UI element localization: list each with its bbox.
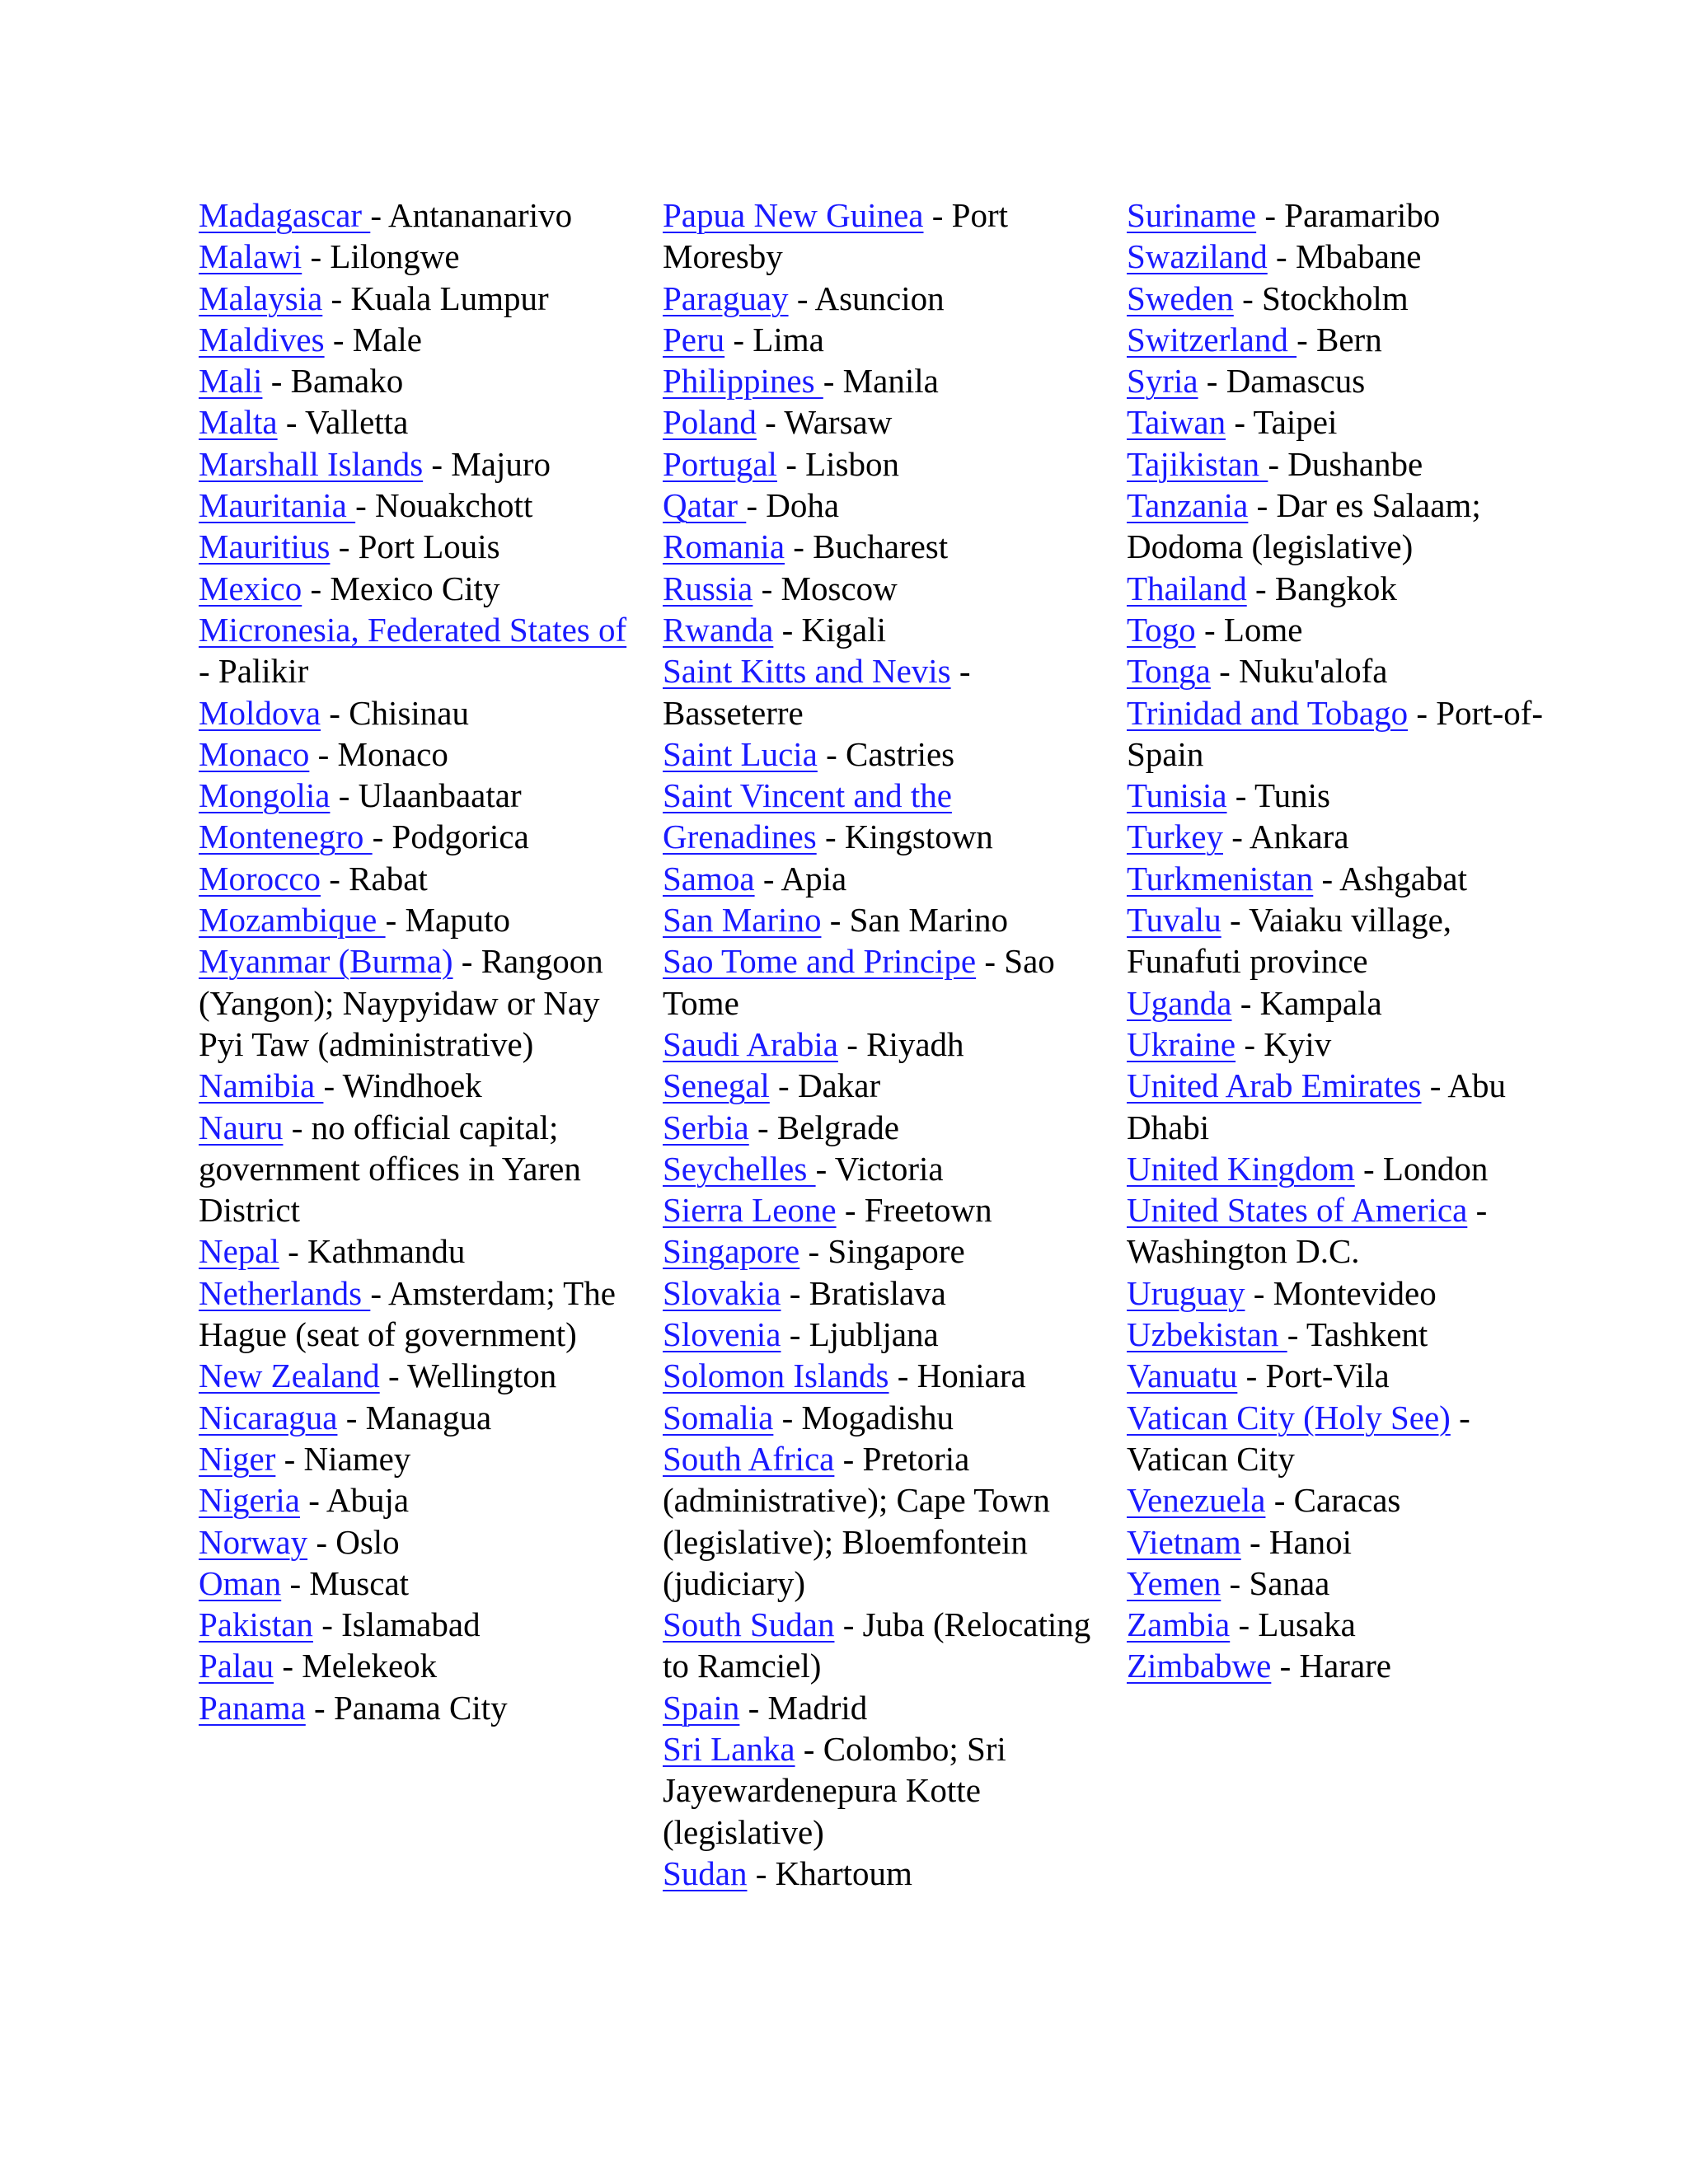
country-link[interactable]: Singapore bbox=[663, 1232, 800, 1271]
capital-text: - Port Louis bbox=[330, 527, 500, 566]
country-entry bbox=[1127, 858, 1555, 899]
country-link[interactable]: Turkmenistan bbox=[1127, 859, 1314, 898]
country-entry bbox=[1127, 568, 1555, 609]
country-link[interactable]: Switzerland bbox=[1127, 320, 1297, 359]
capital-text: - Mbabane bbox=[1267, 237, 1422, 276]
country-link[interactable]: Uganda bbox=[1127, 983, 1232, 1022]
country-entry bbox=[663, 401, 1091, 443]
country-link[interactable]: Portugal bbox=[663, 444, 777, 483]
country-entry bbox=[199, 1521, 627, 1563]
capital-text: - Managua bbox=[337, 1398, 492, 1436]
country-link[interactable]: Nauru bbox=[199, 1108, 284, 1146]
capital-text: - Asuncion bbox=[788, 279, 945, 317]
country-entry bbox=[1127, 1314, 1555, 1355]
capital-text: - Singapore bbox=[799, 1232, 965, 1271]
capital-text: - Warsaw bbox=[756, 403, 893, 442]
capital-text: - Victoria bbox=[815, 1149, 944, 1188]
country-entry bbox=[1127, 236, 1555, 277]
capital-text: - Dar es Salaam; Dodoma (legislative) bbox=[1127, 486, 1481, 566]
capital-text: - Lisbon bbox=[776, 444, 899, 483]
country-link[interactable]: Zambia bbox=[1127, 1605, 1231, 1644]
country-link[interactable]: Spain bbox=[663, 1688, 740, 1727]
capital-text: - Port Moresby bbox=[663, 196, 1009, 276]
capital-text: - Tashkent bbox=[1287, 1315, 1428, 1354]
country-entry bbox=[199, 443, 627, 485]
country-link[interactable]: Saint Vincent and the Grenadines bbox=[663, 776, 952, 856]
country-entry bbox=[663, 899, 1091, 940]
country-entry bbox=[1127, 816, 1555, 857]
country-link[interactable]: United Arab Emirates bbox=[1127, 1066, 1422, 1105]
country-entry bbox=[199, 1107, 627, 1231]
country-entry bbox=[199, 194, 627, 236]
country-entry bbox=[663, 485, 1091, 526]
country-link[interactable]: Togo bbox=[1127, 610, 1196, 649]
country-entry bbox=[199, 816, 627, 857]
country-link[interactable]: Morocco bbox=[199, 859, 321, 898]
column-2 bbox=[663, 194, 1091, 1894]
country-link[interactable]: Russia bbox=[663, 569, 753, 607]
country-link[interactable]: Slovenia bbox=[663, 1315, 781, 1354]
capital-text: - no official capital; government offices in Yaren District bbox=[199, 1108, 581, 1230]
capital-text: - Valletta bbox=[277, 403, 409, 442]
country-link[interactable]: Palau bbox=[199, 1647, 274, 1685]
country-link[interactable]: Montenegro bbox=[199, 818, 373, 856]
capital-text: - Muscat bbox=[281, 1563, 410, 1602]
capital-text: - Kigali bbox=[773, 610, 886, 649]
capital-text: - Freetown bbox=[836, 1191, 992, 1230]
capital-text: - Lusaka bbox=[1230, 1605, 1356, 1644]
capital-text: - Washington D.C. bbox=[1127, 1191, 1488, 1271]
country-link[interactable]: Mauritania bbox=[199, 486, 356, 525]
country-entry bbox=[1127, 443, 1555, 485]
country-link[interactable]: United Kingdom bbox=[1127, 1149, 1355, 1188]
country-entry bbox=[663, 278, 1091, 319]
country-entry bbox=[663, 1272, 1091, 1314]
country-entry bbox=[663, 1148, 1091, 1189]
country-link[interactable]: Yemen bbox=[1127, 1563, 1221, 1602]
country-entry bbox=[663, 1604, 1091, 1687]
country-link[interactable]: South Sudan bbox=[663, 1605, 835, 1644]
country-entry bbox=[199, 1438, 627, 1479]
country-entry bbox=[663, 733, 1091, 775]
country-entry bbox=[1127, 485, 1555, 568]
country-link[interactable]: Suriname bbox=[1127, 196, 1257, 234]
capital-text: - London bbox=[1354, 1149, 1489, 1188]
country-entry bbox=[199, 1687, 627, 1728]
country-link[interactable]: Nepal bbox=[199, 1232, 279, 1271]
country-entry bbox=[199, 1230, 627, 1272]
country-entry bbox=[1127, 1479, 1555, 1521]
country-link[interactable]: Taiwan bbox=[1127, 403, 1226, 442]
country-entry bbox=[199, 1065, 627, 1106]
country-entry bbox=[199, 1479, 627, 1521]
country-link[interactable]: United States of America bbox=[1127, 1191, 1468, 1230]
country-link[interactable]: Sudan bbox=[663, 1854, 748, 1892]
capital-text: - Kyiv bbox=[1236, 1024, 1332, 1063]
capital-text: - Majuro bbox=[423, 444, 551, 483]
capital-text: - Montevideo bbox=[1245, 1273, 1437, 1312]
country-link[interactable]: Mexico bbox=[199, 569, 302, 607]
country-link[interactable]: Syria bbox=[1127, 362, 1198, 401]
capital-text: - Oslo bbox=[307, 1522, 400, 1561]
capital-text: - Male bbox=[324, 320, 422, 359]
country-link[interactable]: Micronesia, Federated States of bbox=[199, 610, 627, 649]
country-link[interactable]: Sao Tome and Principe bbox=[663, 942, 977, 981]
country-entry bbox=[663, 568, 1091, 609]
capital-text: - Abuja bbox=[299, 1481, 410, 1520]
capital-text: - Sao Tome bbox=[663, 942, 1055, 1022]
country-entry bbox=[663, 319, 1091, 360]
capital-text: - Maputo bbox=[385, 901, 511, 940]
country-link[interactable]: Turkey bbox=[1127, 818, 1223, 856]
country-link[interactable]: Tonga bbox=[1127, 652, 1211, 691]
country-link[interactable]: Thailand bbox=[1127, 569, 1247, 607]
capital-text: - Belgrade bbox=[748, 1108, 899, 1146]
country-link[interactable]: Mozambique bbox=[199, 901, 386, 940]
capital-text: - Kathmandu bbox=[279, 1232, 466, 1271]
capital-text: - Chisinau bbox=[321, 693, 469, 732]
country-entry bbox=[1127, 319, 1555, 360]
country-link[interactable]: Netherlands bbox=[199, 1273, 371, 1312]
country-entry bbox=[199, 401, 627, 443]
country-link[interactable]: Sweden bbox=[1127, 279, 1234, 317]
country-entry bbox=[1127, 1645, 1555, 1686]
capital-text: - Rangoon (Yangon); Naypyidaw or Nay Pyi Taw (administrative) bbox=[199, 942, 603, 1063]
country-link[interactable]: Vatican City (Holy See) bbox=[1127, 1398, 1451, 1436]
country-link[interactable]: Senegal bbox=[663, 1066, 770, 1105]
capital-text: - Kingstown bbox=[816, 818, 993, 856]
capital-text: - Sanaa bbox=[1221, 1563, 1330, 1602]
country-link[interactable]: Saint Lucia bbox=[663, 734, 818, 773]
country-link[interactable]: Uruguay bbox=[1127, 1273, 1245, 1312]
country-entry bbox=[1127, 278, 1555, 319]
country-entry bbox=[1127, 650, 1555, 691]
country-entry bbox=[663, 1355, 1091, 1396]
country-entry bbox=[1127, 1563, 1555, 1604]
country-entry bbox=[1127, 775, 1555, 816]
country-entry bbox=[663, 609, 1091, 650]
country-entry bbox=[1127, 1521, 1555, 1563]
capital-text: - Palikir bbox=[199, 652, 309, 691]
capital-text: - Tunis bbox=[1226, 776, 1330, 815]
capital-text: - Castries bbox=[817, 734, 955, 773]
capital-text: - Bucharest bbox=[785, 527, 949, 566]
country-entry bbox=[199, 485, 627, 526]
country-link[interactable]: Maldives bbox=[199, 320, 325, 359]
country-link[interactable]: Peru bbox=[663, 320, 725, 359]
capital-text: - Bangkok bbox=[1246, 569, 1397, 607]
country-link[interactable]: Pakistan bbox=[199, 1605, 313, 1644]
country-entry bbox=[199, 733, 627, 775]
capital-text: - Panama City bbox=[305, 1688, 508, 1727]
country-entry bbox=[1127, 1397, 1555, 1480]
country-link[interactable]: San Marino bbox=[663, 901, 822, 940]
capital-text: - Madrid bbox=[739, 1688, 868, 1727]
country-link[interactable]: Seychelles bbox=[663, 1149, 816, 1188]
capital-text: - Bern bbox=[1296, 320, 1382, 359]
capital-text: - Colombo; Sri Jayewardenepura Kotte (legislative) bbox=[663, 1729, 1006, 1851]
capital-text: - Pretoria (administrative); Cape Town (legislative); Bloemfontein (judiciary) bbox=[663, 1439, 1051, 1602]
country-link[interactable]: Romania bbox=[663, 527, 785, 566]
country-entry bbox=[663, 1189, 1091, 1230]
capital-text: - Port-Vila bbox=[1237, 1357, 1390, 1395]
country-entry bbox=[663, 1065, 1091, 1106]
capital-text: - Paramaribo bbox=[1256, 196, 1441, 234]
country-link[interactable]: Ukraine bbox=[1127, 1024, 1236, 1063]
country-entry bbox=[199, 1397, 627, 1438]
country-entry bbox=[663, 1687, 1091, 1728]
country-link[interactable]: Monaco bbox=[199, 734, 310, 773]
country-entry bbox=[1127, 1604, 1555, 1645]
country-link[interactable]: Qatar bbox=[663, 486, 747, 525]
country-entry bbox=[199, 1272, 627, 1356]
country-entry bbox=[199, 1645, 627, 1686]
country-entry bbox=[199, 940, 627, 1065]
country-link[interactable]: Moldova bbox=[199, 693, 321, 732]
country-entry bbox=[199, 526, 627, 567]
country-link[interactable]: Norway bbox=[199, 1522, 308, 1561]
capital-text: - Antananarivo bbox=[370, 196, 573, 234]
column-1 bbox=[199, 194, 627, 1728]
country-link[interactable]: Solomon Islands bbox=[663, 1357, 889, 1395]
country-entry bbox=[199, 1563, 627, 1604]
country-entry bbox=[199, 858, 627, 899]
country-link[interactable]: Tuvalu bbox=[1127, 901, 1221, 940]
capital-text: - Caracas bbox=[1265, 1481, 1401, 1520]
country-link[interactable]: New Zealand bbox=[199, 1357, 380, 1395]
country-entry bbox=[1127, 401, 1555, 443]
capital-text: - Vaiaku village, Funafuti province bbox=[1127, 901, 1452, 981]
capital-text: - Ashgabat bbox=[1313, 859, 1468, 898]
country-link[interactable]: Nicaragua bbox=[199, 1398, 338, 1436]
country-link[interactable]: Myanmar (Burma) bbox=[199, 942, 453, 981]
country-link[interactable]: Mali bbox=[199, 362, 263, 401]
country-link[interactable]: Papua New Guinea bbox=[663, 196, 924, 234]
country-link[interactable]: Venezuela bbox=[1127, 1481, 1266, 1520]
capital-text: - Monaco bbox=[309, 734, 448, 773]
country-entry bbox=[1127, 899, 1555, 982]
capital-text: - Riyadh bbox=[837, 1024, 964, 1063]
capital-text: - Taipei bbox=[1226, 403, 1338, 442]
country-link[interactable]: Saint Kitts and Nevis bbox=[663, 652, 951, 691]
country-entry bbox=[663, 775, 1091, 858]
country-entry bbox=[199, 775, 627, 816]
country-link[interactable]: Tunisia bbox=[1127, 776, 1227, 815]
country-entry bbox=[1127, 1065, 1555, 1148]
country-link[interactable]: Uzbekistan bbox=[1127, 1315, 1287, 1354]
capital-text: - Doha bbox=[746, 486, 840, 525]
country-link[interactable]: Poland bbox=[663, 403, 757, 442]
capital-text: - Kuala Lumpur bbox=[322, 279, 549, 317]
country-entry bbox=[199, 236, 627, 277]
capital-text: - Lima bbox=[724, 320, 824, 359]
country-link[interactable]: Sri Lanka bbox=[663, 1729, 795, 1768]
capital-text: - Hanoi bbox=[1240, 1522, 1353, 1561]
country-entry bbox=[1127, 194, 1555, 236]
capital-text: - Rabat bbox=[321, 859, 428, 898]
capital-text: - Mogadishu bbox=[773, 1398, 954, 1436]
capital-text: - Ulaanbaatar bbox=[330, 776, 522, 815]
capital-text: - Islamabad bbox=[312, 1605, 481, 1644]
country-entry bbox=[663, 1024, 1091, 1065]
country-entry bbox=[663, 650, 1091, 733]
country-link[interactable]: Saudi Arabia bbox=[663, 1024, 838, 1063]
capital-text: - Apia bbox=[754, 859, 847, 898]
country-link[interactable]: Malta bbox=[199, 403, 278, 442]
capital-text: - Juba (Relocating to Ramciel) bbox=[663, 1605, 1091, 1685]
capital-text: - Mexico City bbox=[302, 569, 500, 607]
country-link[interactable]: Tajikistan bbox=[1127, 444, 1268, 483]
capital-text: - Abu Dhabi bbox=[1127, 1066, 1507, 1146]
country-link[interactable]: Niger bbox=[199, 1439, 276, 1478]
capital-text: - Niamey bbox=[275, 1439, 411, 1478]
country-entry bbox=[199, 1355, 627, 1396]
capital-text: - Port-of-Spain bbox=[1127, 693, 1544, 773]
country-link[interactable]: Serbia bbox=[663, 1108, 749, 1146]
country-entry bbox=[663, 1107, 1091, 1148]
country-entry bbox=[663, 1853, 1091, 1894]
capital-text: - Wellington bbox=[379, 1357, 557, 1395]
capital-text: - Manila bbox=[823, 362, 939, 401]
capital-text: - Dakar bbox=[769, 1066, 881, 1105]
capital-text: - Lilongwe bbox=[302, 237, 460, 276]
country-link[interactable]: Paraguay bbox=[663, 279, 789, 317]
country-entry bbox=[1127, 1189, 1555, 1272]
country-link[interactable]: Malaysia bbox=[199, 279, 323, 317]
country-entry bbox=[1127, 1148, 1555, 1189]
country-link[interactable]: Panama bbox=[199, 1688, 306, 1727]
country-entry bbox=[663, 526, 1091, 567]
capital-text: - Ljubljana bbox=[781, 1315, 939, 1354]
capital-text: - Lome bbox=[1195, 610, 1303, 649]
country-entry bbox=[199, 609, 627, 692]
capital-text: - Stockholm bbox=[1233, 279, 1409, 317]
country-entry bbox=[199, 568, 627, 609]
country-entry bbox=[1127, 1024, 1555, 1065]
country-entry bbox=[663, 1438, 1091, 1604]
country-link[interactable]: Rwanda bbox=[663, 610, 774, 649]
country-link[interactable]: Philippines bbox=[663, 362, 823, 401]
country-entry bbox=[199, 1604, 627, 1645]
capital-text: - Khartoum bbox=[747, 1854, 912, 1892]
country-link[interactable]: Trinidad and Tobago bbox=[1127, 693, 1409, 732]
capital-text: - Nouakchott bbox=[355, 486, 533, 525]
country-entry bbox=[199, 692, 627, 733]
country-entry bbox=[1127, 1272, 1555, 1314]
capital-text: - Bratislava bbox=[781, 1273, 946, 1312]
capital-text: - Windhoek bbox=[323, 1066, 482, 1105]
country-entry bbox=[663, 360, 1091, 401]
capital-text: - Harare bbox=[1271, 1647, 1392, 1685]
capital-text: - Basseterre bbox=[663, 652, 971, 732]
country-entry bbox=[1127, 609, 1555, 650]
country-entry bbox=[199, 899, 627, 940]
country-entry bbox=[663, 1314, 1091, 1355]
country-link[interactable]: Marshall Islands bbox=[199, 444, 424, 483]
capital-text: - Kampala bbox=[1231, 983, 1382, 1022]
country-entry bbox=[663, 443, 1091, 485]
country-link[interactable]: Slovakia bbox=[663, 1273, 781, 1312]
country-link[interactable]: Somalia bbox=[663, 1398, 774, 1436]
country-link[interactable]: Mongolia bbox=[199, 776, 331, 815]
country-entry bbox=[663, 1397, 1091, 1438]
country-entry bbox=[663, 1728, 1091, 1853]
country-entry bbox=[663, 858, 1091, 899]
capital-text: - Honiara bbox=[889, 1357, 1026, 1395]
capital-text: - Amsterdam; The Hague (seat of government) bbox=[199, 1273, 616, 1354]
country-link[interactable]: Namibia bbox=[199, 1066, 324, 1105]
country-entry bbox=[199, 319, 627, 360]
country-link[interactable]: Samoa bbox=[663, 859, 755, 898]
country-entry bbox=[663, 194, 1091, 278]
column-3 bbox=[1127, 194, 1555, 1687]
country-link[interactable]: Mauritius bbox=[199, 527, 331, 566]
country-link[interactable]: Oman bbox=[199, 1563, 282, 1602]
country-entry bbox=[663, 1230, 1091, 1272]
country-entry bbox=[1127, 692, 1555, 776]
country-entry bbox=[663, 940, 1091, 1024]
capital-text: - Dushanbe bbox=[1268, 444, 1423, 483]
country-link[interactable]: South Africa bbox=[663, 1439, 835, 1478]
country-entry bbox=[199, 278, 627, 319]
country-link[interactable]: Swaziland bbox=[1127, 237, 1268, 276]
country-link[interactable]: Zimbabwe bbox=[1127, 1647, 1272, 1685]
capital-text: - Nuku'alofa bbox=[1210, 652, 1388, 691]
capital-text: - San Marino bbox=[821, 901, 1009, 940]
country-link[interactable]: Malawi bbox=[199, 237, 302, 276]
country-link[interactable]: Sierra Leone bbox=[663, 1191, 837, 1230]
country-entry bbox=[199, 360, 627, 401]
country-entry bbox=[1127, 982, 1555, 1024]
country-entry bbox=[1127, 360, 1555, 401]
capital-text: - Bamako bbox=[262, 362, 404, 401]
country-link[interactable]: Nigeria bbox=[199, 1481, 300, 1520]
capital-text: - Melekeok bbox=[274, 1647, 438, 1685]
country-entry bbox=[1127, 1355, 1555, 1396]
country-link[interactable]: Tanzania bbox=[1127, 486, 1249, 525]
capital-text: - Podgorica bbox=[372, 818, 529, 856]
capital-text: - Moscow bbox=[753, 569, 898, 607]
country-link[interactable]: Vanuatu bbox=[1127, 1357, 1238, 1395]
capital-text: - Ankara bbox=[1222, 818, 1349, 856]
country-link[interactable]: Vietnam bbox=[1127, 1522, 1241, 1561]
capital-text: - Damascus bbox=[1198, 362, 1366, 401]
country-link[interactable]: Madagascar bbox=[199, 196, 371, 234]
capital-text: - Vatican City bbox=[1127, 1398, 1470, 1478]
